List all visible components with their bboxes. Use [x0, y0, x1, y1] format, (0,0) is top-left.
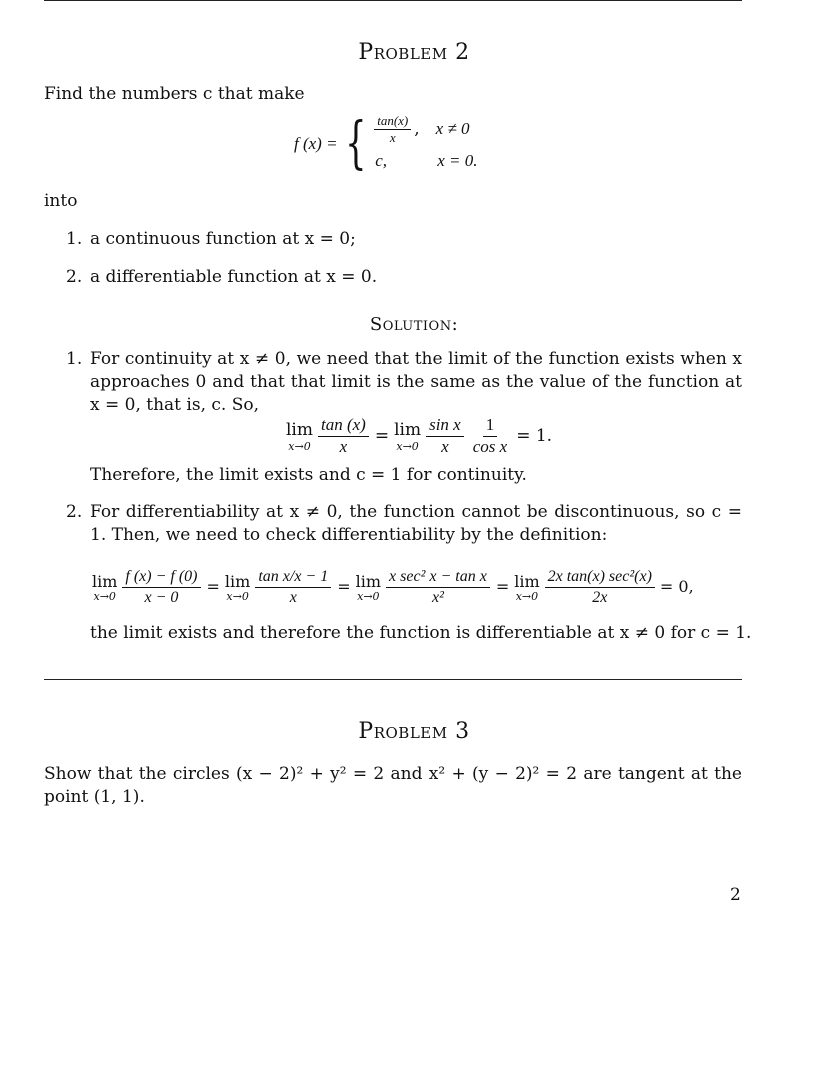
limit-operator: lim x→0: [355, 571, 382, 604]
equals-sign: =: [206, 577, 220, 597]
problem-3-text: Show that the circles (x − 2)² + y² = 2 and x² + (y − 2)² = 2 are tangent at the point (1, 1).: [44, 764, 742, 807]
left-brace: {: [344, 110, 367, 176]
problem-2-intro: Find the numbers c that make: [44, 84, 305, 104]
list-item-text: a differentiable function at x = 0.: [90, 267, 378, 287]
limit-operator: lim x→0: [224, 571, 251, 604]
continuity-equation: [284, 412, 552, 460]
case-1-fraction: [374, 113, 411, 145]
equals-sign: =: [495, 577, 510, 597]
into-text: into: [44, 191, 78, 211]
page-number: 2: [730, 885, 741, 905]
limit-operator: lim x→0: [394, 420, 422, 453]
top-rule: [44, 0, 742, 1]
one-over-cos-fraction: $\frac{1}{\text{cos x}}$: [472, 415, 508, 456]
difference-quotient-fraction: $\frac{f (x) - f (0)}{x - 0}$: [122, 567, 200, 606]
problem-2-title: Problem 2: [358, 40, 470, 65]
solution-part-2-text: For differentiability at x ≠ 0, the function cannot be discontinuous, so c = 1. Then, we need to check differentiability by the definition:: [90, 502, 742, 545]
piecewise-lhs: f (x) =: [294, 133, 338, 153]
case-1: [371, 112, 477, 146]
solution-part-1-text: For continuity at x ≠ 0, we need that the limit of the function exists when x approaches 0 and that that limit is the same as the value of the function at x = 0, that is, c. So,: [90, 349, 742, 415]
solution-title: Solution:: [369, 314, 459, 335]
piecewise-cases: [371, 112, 477, 176]
lhopital-fraction: $\frac{\text{x sec² x − tan x}}{\text{x²}}$: [386, 567, 490, 606]
solution-part-2-number: 2.: [66, 502, 83, 522]
case-1-condition: x ≠ 0: [435, 118, 470, 138]
limit-operator: lim x→0: [92, 571, 118, 604]
differentiability-equation: [90, 562, 694, 612]
list-item-number: 1.: [66, 229, 83, 249]
list-item-text: a continuous function at x = 0;: [90, 229, 356, 249]
case-1-numerator: tan(x): [374, 113, 411, 130]
solution-part-1-number: 1.: [66, 349, 83, 369]
case-1-separator: ,: [414, 118, 420, 139]
case-1-denominator: x: [389, 129, 396, 145]
tan-minus-one-fraction: $\frac{\text{tan x/x − 1}}{x}$: [255, 567, 331, 606]
limit-operator: lim x→0: [286, 420, 313, 453]
piecewise-definition: [294, 112, 477, 176]
equals-sign: =: [337, 577, 351, 597]
case-2-value: c,: [375, 150, 387, 170]
differentiability-conclusion: the limit exists and therefore the function is differentiable at x ≠ 0 for c = 1.: [90, 623, 752, 643]
continuity-conclusion: Therefore, the limit exists and c = 1 for continuity.: [90, 465, 527, 485]
sin-over-x-fraction: $\frac{\text{sin x}}{x}$: [426, 415, 464, 457]
list-item-number: 2.: [66, 267, 83, 287]
equation-result: = 1.: [516, 425, 553, 446]
equation-result: = 0,: [659, 577, 694, 597]
limit-operator: lim x→0: [514, 571, 540, 604]
case-2: [371, 146, 477, 176]
tan-over-x-fraction: $\frac{\tan (x)}{x}$: [318, 415, 369, 457]
section-divider: [44, 679, 742, 680]
second-derivative-fraction: $\frac{\text{2x tan(x) sec²(x)}}{2x}$: [545, 567, 655, 606]
equals-sign: =: [374, 425, 390, 446]
problem-3-title: Problem 3: [358, 719, 470, 744]
case-2-condition: x = 0.: [437, 150, 478, 170]
